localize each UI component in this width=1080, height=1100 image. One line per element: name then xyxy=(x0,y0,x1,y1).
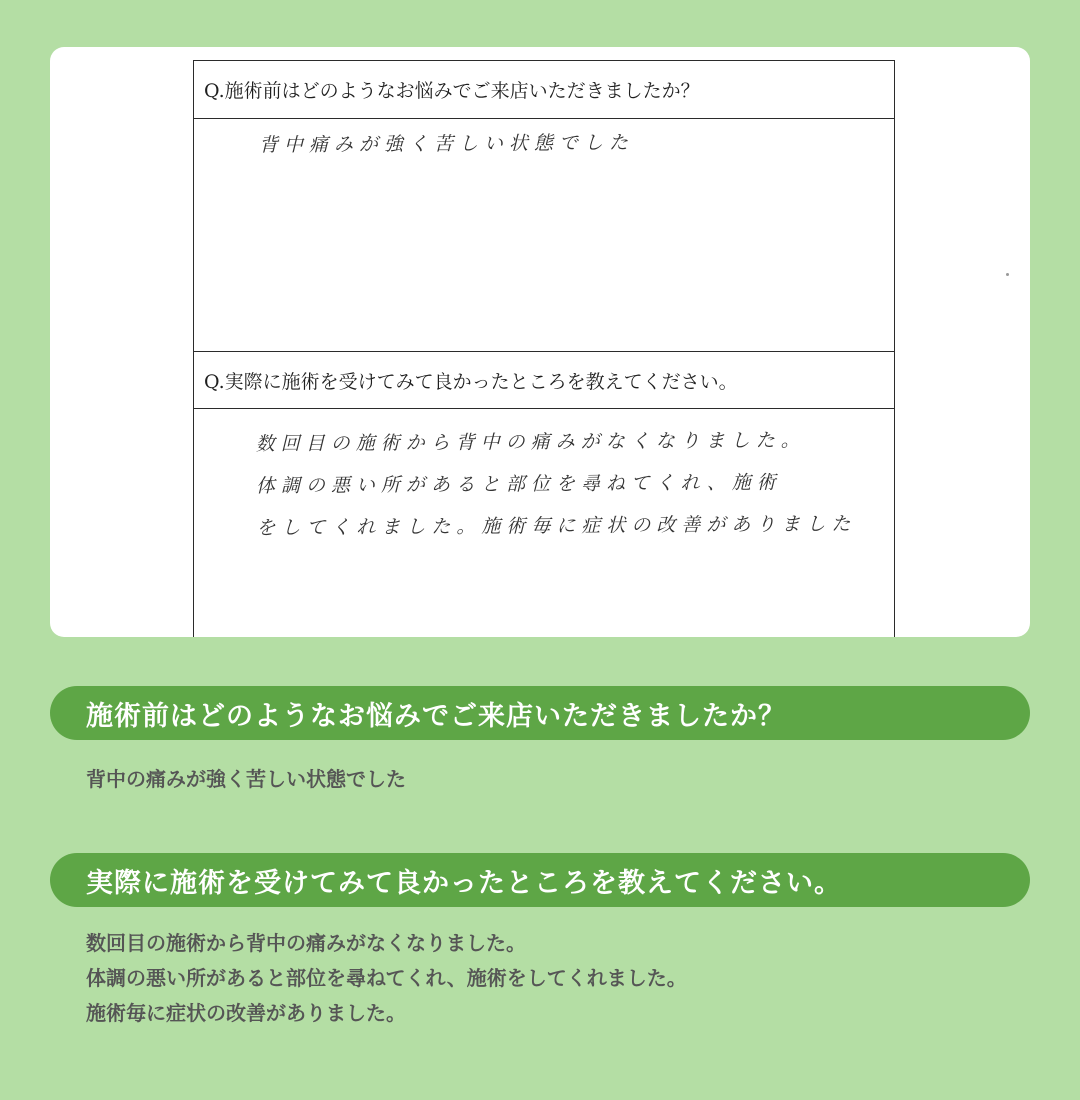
questionnaire-form xyxy=(193,60,895,637)
question-heading-2: 実際に施術を受けてみて良かったところを教えてください。 xyxy=(50,853,1030,907)
handwritten-line: をしてくれました。施術毎に症状の改善がありました xyxy=(256,512,857,540)
form-question-2: Q.実際に施術を受けてみて良かったところを教えてください。 xyxy=(194,351,894,409)
scan-speck xyxy=(1006,273,1009,276)
answer-line: 体調の悪い所があると部位を尋ねてくれ、施術をしてくれました。 xyxy=(86,966,687,990)
scanned-questionnaire-image xyxy=(50,47,1030,637)
answer-text-2 xyxy=(86,926,687,1031)
answer-line: 数回目の施術から背中の痛みがなくなりました。 xyxy=(86,931,526,955)
handwritten-answer-2 xyxy=(256,419,857,549)
answer-text-1 xyxy=(86,762,406,797)
handwritten-answer-1: 背中痛みが強く苦しい状態でした xyxy=(258,131,635,157)
handwritten-line: 数回目の施術から背中の痛みがなくなりました。 xyxy=(255,429,806,456)
answer-line: 施術毎に症状の改善がありました。 xyxy=(86,1001,406,1025)
form-question-1: Q.施術前はどのようなお悩みでご来店いただきましたか？ xyxy=(194,61,894,119)
handwritten-line: 体調の悪い所があると部位を尋ねてくれ、施術 xyxy=(255,471,782,498)
question-heading-1: 施術前はどのようなお悩みでご来店いただきましたか？ xyxy=(50,686,1030,740)
answer-line: 背中の痛みが強く苦しい状態でした xyxy=(86,767,406,791)
